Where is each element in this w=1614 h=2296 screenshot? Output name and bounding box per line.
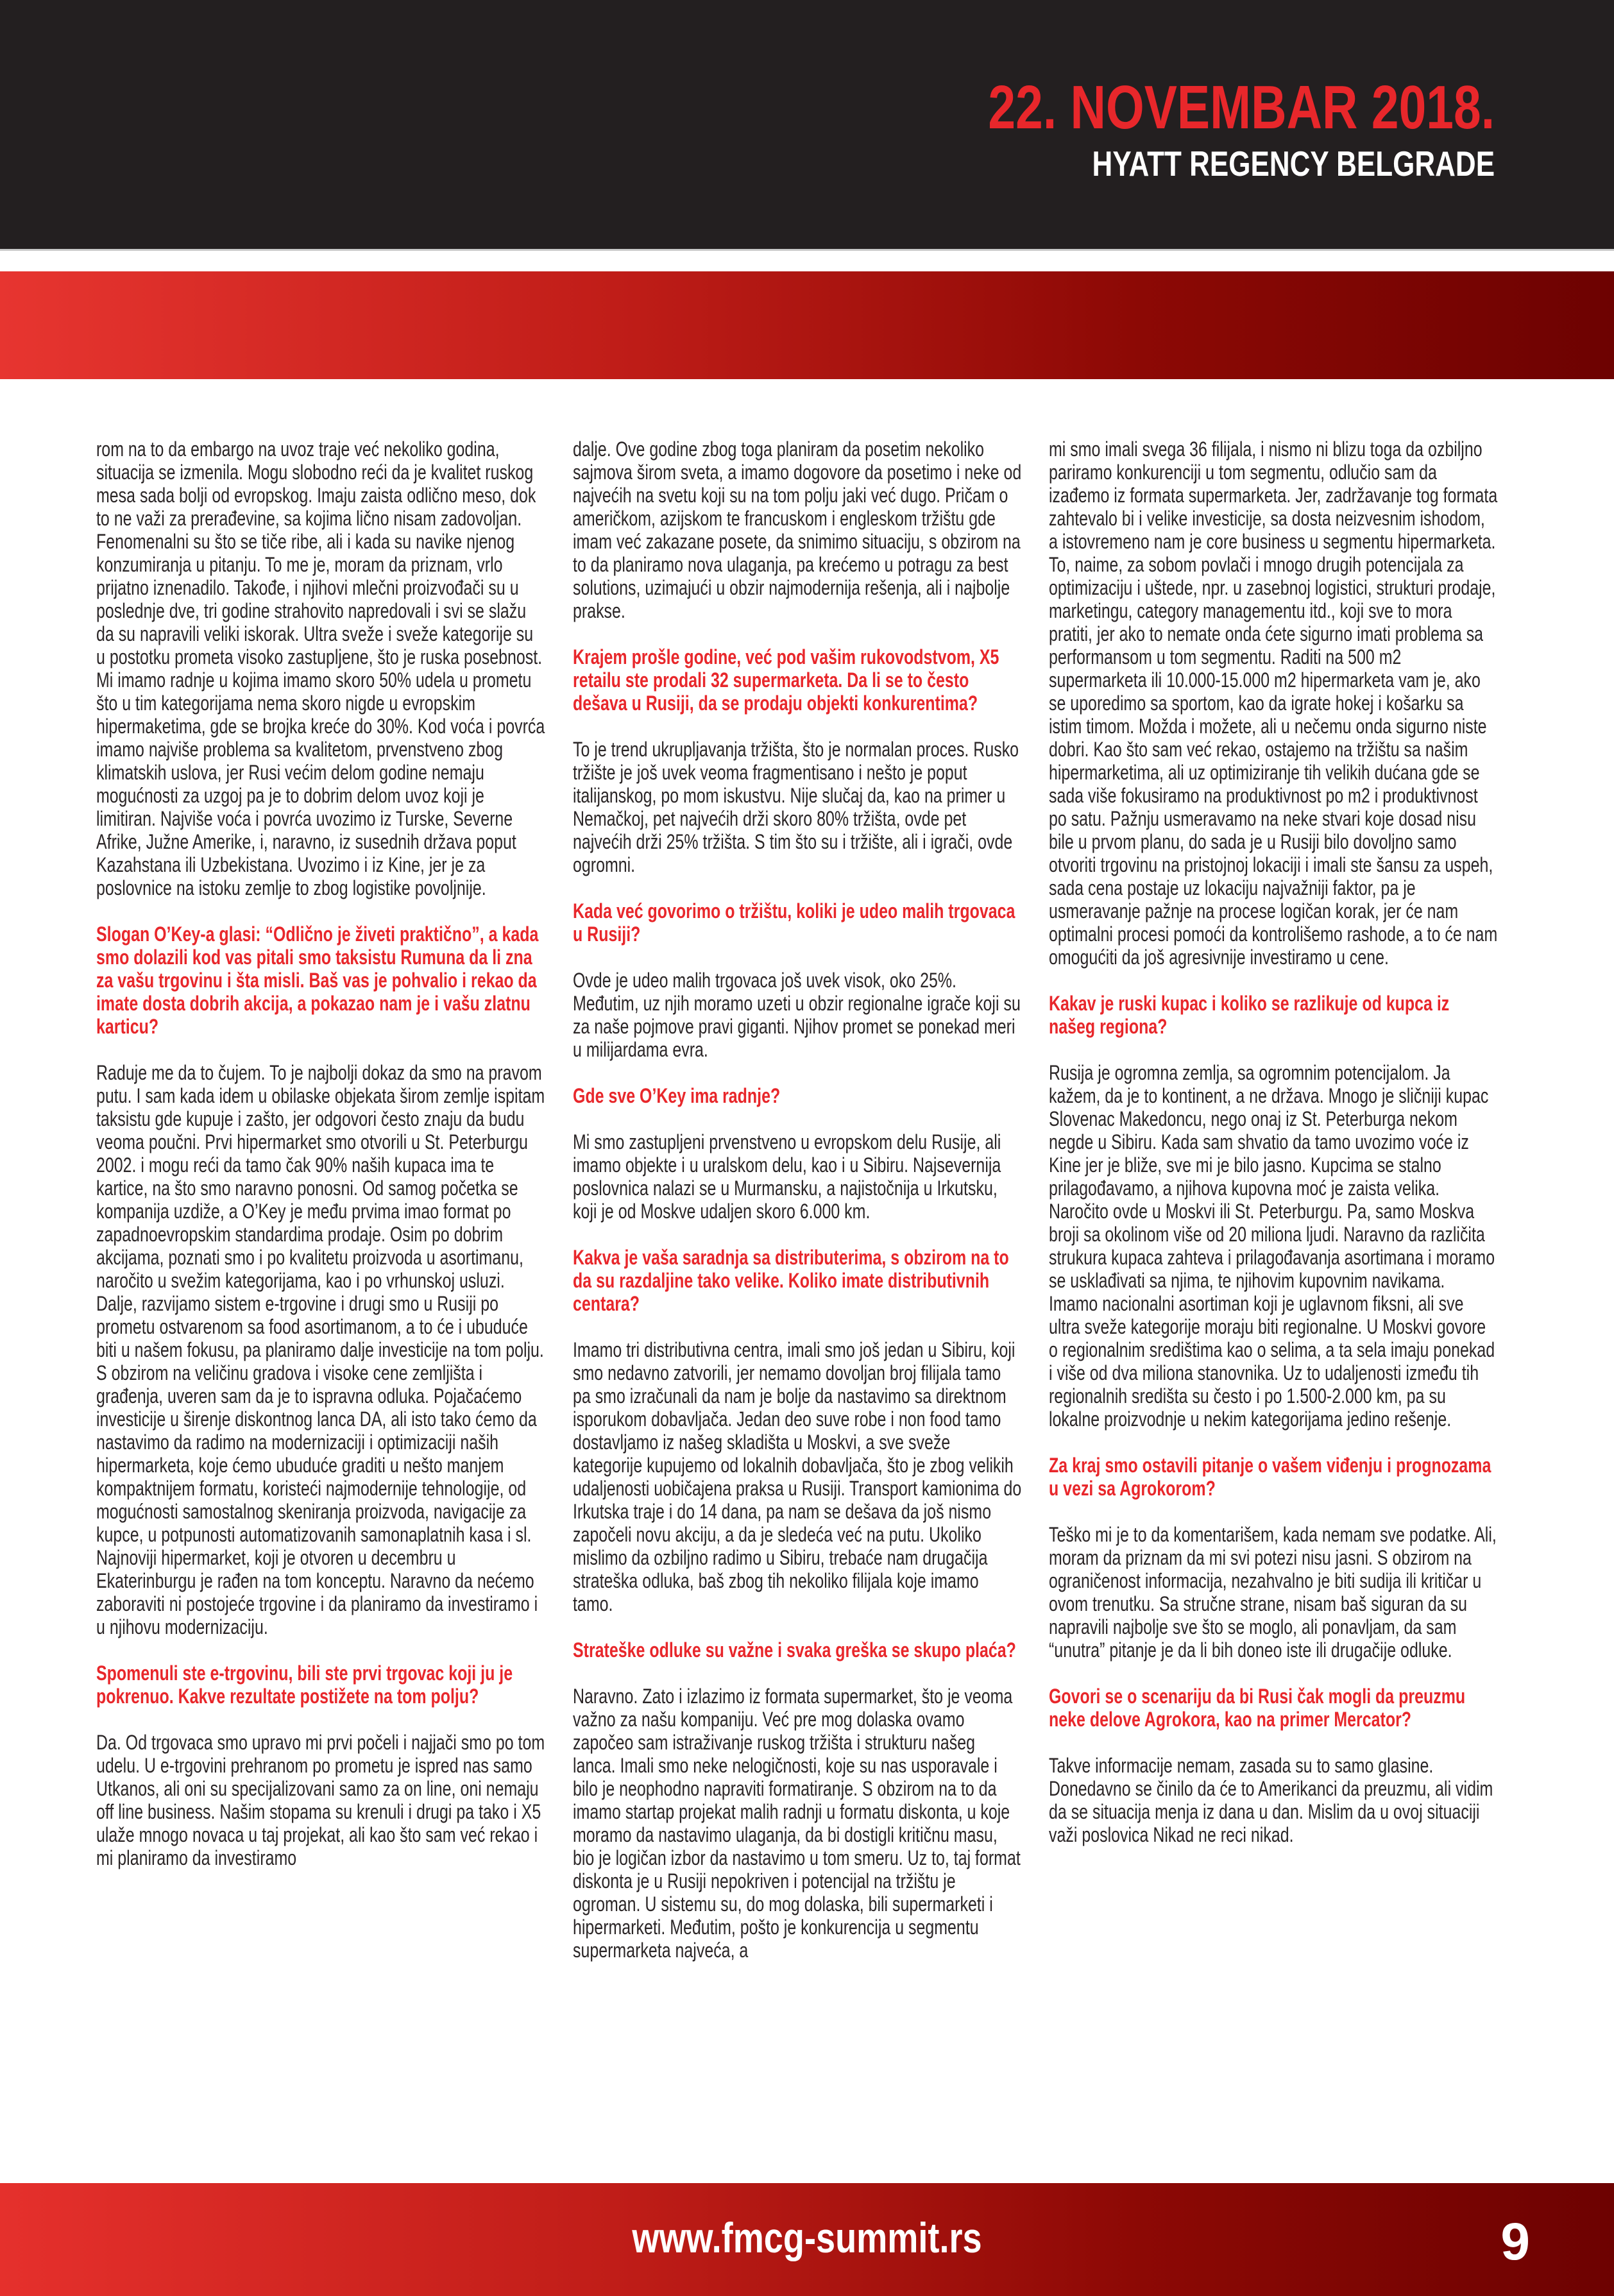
article-column-3 [1049,438,1498,2170]
interview-question: Krajem prošle godine, već pod vašim rukovodstvom, X5 retailu ste prodali 32 supermarketa. Da li se to često dešava u Rusiji, da se prodaju objekti konkurentima? [573,645,999,715]
footer-band [0,2183,1614,2296]
interview-answer-paragraph: rom na to da embargo na uvoz traje već nekoliko godina, situacija se izmenila. Mogu slobodno reći da je kvalitet ruskog mesa sada bolji od evropskog. Imaju zaista odlično meso, dok to ne važi za prerađevine, sa kojima lično nisam zadovoljan. Fenomenalni su što se tiče ribe, ali i kada su navike njenog konzumiranja u pitanju. To me je, moram da priznam, vrlo prijatno iznenadilo. Takođe, i njihovi mlečni proizvođači su u poslednje dve, tri godine strahovito napredovali i svi se slažu da su napravili veliki iskorak. Ultra sveže i sveže kategorije su u postotku prometa visoko zastupljene, što je ruska posebnost. Mi imamo radnje u kojima imamo skoro 50% udela u prometu što u tim kategorijama nema skoro nigde u evropskim hipermaketima, gde se brojka kreće do 30%. Kod voća i povrća imamo najviše problema sa kvalitetom, prvenstveno zbog klimatskih uslova, jer Rusi većim delom godine nemaju mogućnosti za uzgoj pa je to dobrim delom uvoz koji je limitiran. Najviše voća i povrća uvozimo iz Turske, Severne Afrike, Južne Amerike, i, naravno, iz susednih država poput Kazahstana ili Uzbekistana. Uvozimo i iz Kine, jer je za poslovnice na istoku zemlje to zbog logistike povoljnije. [96,438,545,899]
article-column-1 [96,438,545,2170]
interview-question: Kada već govorimo o tržištu, koliki je udeo malih trgovaca u Rusiji? [573,899,1015,946]
interview-question: Za kraj smo ostavili pitanje o vašem viđenju i prognozama u vezi sa Agrokorom? [1049,1454,1491,1500]
interview-answer-paragraph: Imamo tri distributivna centra, imali smo još jedan u Sibiru, koji smo nedavno zatvorili, jer nemamo dovoljan broj filijala tamo pa smo izračunali da nam je bolje da nastavimo sa direktnom isporukom dobavljača. Jedan deo suve robe i non food tamo dostavljamo iz našeg skladišta u Moskvi, a sve sveže kategorije kupujemo od lokalnih dobavljača, što je zbog velikih udaljenosti uobičajena praksa u Rusiji. Transport kamionima do Irkutska traje i do 14 dana, pa nam se dešava da još nismo započeli novu akciju, a da je sledeća već na putu. Ukoliko mislimo da ozbiljno radimo u Sibiru, trebaće nam drugačija strateška odluka, baš zbog tih nekoliko filijala koje imamo tamo. [573,1338,1022,1615]
interview-question: Gde sve O’Key ima radnje? [573,1084,781,1107]
interview-question: Kakva je vaša saradnja sa distributerima, s obzirom na to da su razdaljine tako velike. Koliko imate distributivnih centara? [573,1246,1009,1315]
article-column-2 [573,438,1022,2170]
header-red-gradient-band [0,271,1614,379]
interview-answer-paragraph: mi smo imali svega 36 filijala, i nismo ni blizu toga da ozbiljno pariramo konkurenciji u tom segmentu, odlučio sam da izađemo iz formata supermarketa. Jer, zadržavanje tog formata zahtevalo bi i velike investicije, sa dosta neizvesnim ishodom, a istovremeno nam je core business u segmentu hipermarketa. To, naime, za sobom povlači i mnogo drugih potencijala za optimizaciju i uštede, npr. u zasebnoj logistici, strukturi prodaje, marketingu, category managementu itd., koji sve to mora pratiti, jer ako to nemate onda ćete sigurno imati problema sa performansom u tom segmentu. Raditi na 500 m2 supermarketa ili 10.000-15.000 m2 hipermarketa vam je, ako se uporedimo sa sportom, kao da igrate hokej i košarku sa istim timom. Možda i možete, ali u nečemu onda sigurno niste dobri. Kao što sam već rekao, ostajemo na tržištu sa našim hipermarketima, ali uz optimiziranje tih velikih dućana gde se sada više fokusiramo na produktivnost po m2 i produktivnost po satu. Pažnju usmeravamo na neke stvari koje dosad nisu bile u prvom planu, do sada je u Rusiji bilo dovoljno samo otvoriti trgovinu na pristojnoj lokaciji i imali ste šansu za uspeh, sada cena postaje uz lokaciju najvažniji faktor, pa je usmeravanje pažnje na procese logičan korak, jer će nam optimalni procesi pomoći da kontrolišemo rashode, a to će nam omogućiti da još agresivnije investiramo u cene. [1049,438,1498,969]
interview-answer-paragraph: Mi smo zastupljeni prvenstveno u evropskom delu Rusije, ali imamo objekte i u uralskom delu, kao i u Sibiru. Najsevernija poslovnica nalazi se u Murmansku, a najistočnija u Irkutsku, koji je od Moskve udaljen skoro 6.000 km. [573,1130,1001,1223]
interview-question: Slogan O’Key-a glasi: “Odlično je živeti praktično”, a kada smo dolazili kod vas pitali smo taksistu Rumuna da li zna za vašu trgovinu i šta misli. Baš vas je pohvalio i rekao da imate dosta dobrih akcija, a pokazao nam je i vašu zlatnu karticu? [96,923,539,1038]
interview-question: Kakav je ruski kupac i koliko se razlikuje od kupca iz našeg regiona? [1049,992,1450,1038]
interview-answer-paragraph: Rusija je ogromna zemlja, sa ogromnim potencijalom. Ja kažem, da je to kontinent, a ne država. Mnogo je sličniji kupac Slovenac Makedoncu, nego onaj iz St. Peterburga nekom negde u Sibiru. Kada sam shvatio da tamo uvozimo voće iz Kine jer je bliže, sve mi je bilo jasno. Kupcima se stalno prilagođavamo, a njihova kupovna moć je zaista velika. Naročito ovde u Moskvi ili St. Peterburgu. Pa, samo Moskva broji sa okolinom više od 20 miliona ljudi. Naravno da različita strukura kupaca zahteva i prilagođavanja asortimana i moramo se usklađivati sa njima, te njihovim kupovnim navikama. Imamo nacionalni asortiman koji je uglavnom fiksni, ali sve ultra sveže kategorije moraju biti regionalne. U Moskvi govore o regionalnim središtima kao o selima, a ta sela imaju ponekad i više od dva miliona stanovnika. Uz to udaljenosti između tih regionalnih središta su često i po 1.500-2.000 km, pa su lokalne proizvodnje u nekim kategorijama jedino rešenje. [1049,1061,1495,1431]
interview-question: Spomenuli ste e-trgovinu, bili ste prvi trgovac koji ju je pokrenuo. Kakve rezultate postižete na tom polju? [96,1662,513,1708]
article-column-1-text [96,438,545,1869]
page-number: 9 [1500,2212,1530,2271]
interview-question: Strateške odluke su važne i svaka greška se skupo plaća? [573,1638,1016,1662]
header-band [0,0,1614,251]
interview-answer-paragraph: Teško mi je to da komentarišem, kada nemam sve podatke. Ali, moram da priznam da mi svi potezi nisu jasni. S obzirom na ograničenost informacija, nezahvalno je biti sudija ili kritičar u ovom trenutku. Sa stručne strane, nisam baš siguran da su napravili najbolje sve što se moglo, ali ponavljam, da sam “unutra” pitanje je da li bih doneo iste ili drugačije odluke. [1049,1523,1497,1662]
interview-answer-paragraph: Raduje me da to čujem. To je najbolji dokaz da smo na pravom putu. I sam kada idem u obilaske objekata širom zemlje ispitam taksistu gde kupuje i zašto, jer odgovori često znaju da budu veoma poučni. Prvi hipermarket smo otvorili u St. Peterburgu 2002. i mogu reći da tamo čak 90% naših kupaca ima te kartice, na što smo naravno ponosni. Od samog početka se kompanija uzdiže, a O’Key je među prvima imao format po zapadnoevropskim standardima prodaje. Osim po dobrim akcijama, poznati smo i po kvalitetu proizvoda u asortimanu, naročito u svežim kategorijama, kao i po vrhunskoj usluzi. Dalje, razvijamo sistem e-trgovine i drugi smo u Rusiji po prometu ostvarenom sa food asortimanom, a to će i ubuduće biti u našem fokusu, pa planiramo dalje investicije na tom polju. S obzirom na veličinu gradova i visoke cene zemljišta i građenja, uveren sam da je to ispravna odluka. Pojačaćemo investicije u širenje diskontnog lanca DA, ali isto tako ćemo da nastavimo da radimo na modernizaciji i optimizaciji naših hipermarketa, koje ćemo ubuduće graditi u nešto manjem kompaktnijem formatu, koristeći najmodernije tehnologije, od mogućnosti samostalnog skeniranja proizvoda, navigacije za kupce, u potpunosti automatizovanih samonaplatnih kasa i sl. Najnoviji hipermarket, koji je otvoren u decembru u Ekaterinburgu je rađen na tom konceptu. Naravno da nećemo zaboraviti ni postojeće trgovine i da planiramo da investiramo i u njihovu modernizaciju. [96,1061,545,1638]
interview-answer-paragraph: Da. Od trgovaca smo upravo mi prvi počeli i najjači smo po tom udelu. U e-trgovini prehranom po prometu je ispred nas samo Utkanos, ali oni su specijalizovani samo za on line, oni nemaju off line business. Našim stopama su krenuli i drugi pa tako i X5 ulaže mnogo novaca u taj projekat, ali kao što sam već rekao i mi planiramo da investiramo [96,1731,545,1869]
article-body [0,438,1614,2170]
interview-answer-paragraph: dalje. Ove godine zbog toga planiram da posetim nekoliko sajmova širom sveta, a imamo dogovore da posetimo i neke od najvećih na svetu koji su na tom polju jaki već dugo. Pričam o američkom, azijskom te francuskom i engleskom tržištu gde imam već zakazane posete, da snimimo situaciju, s obzirom na to da planiramo nova ulaganja, pa krećemo u potragu za best solutions, uzimajući u obzir najmodernija rešenja, ali i najbolje prakse. [573,438,1022,622]
interview-question: Govori se o scenariju da bi Rusi čak mogli da preuzmu neke delove Agrokora, kao na primer Mercator? [1049,1685,1466,1731]
website-url: www.fmcg-summit.rs [632,2213,982,2261]
event-venue: HYATT REGENCY BELGRADE [1092,144,1495,183]
interview-answer-paragraph: Ovde je udeo malih trgovaca još uvek visok, oko 25%. Međutim, uz njih moramo uzeti u obzir regionalne igrače koji su za naše pojmove pravi giganti. Njihov promet se ponekad meri u milijardama evra. [573,969,1021,1061]
article-column-3-text [1049,438,1498,1846]
interview-answer-paragraph: Takve informacije nemam, zasada su to samo glasine. Donedavno se činilo da će to Amerikanci da preuzmu, ali vidim da se situacija menja iz dana u dan. Mislim da u ovoj situaciji važi poslovica Nikad ne reci nikad. [1049,1754,1493,1846]
interview-answer-paragraph: Naravno. Zato i izlazimo iz formata supermarket, što je veoma važno za našu kompaniju. Već pre mog dolaska ovamo započeo sam istraživanje ruskog tržišta i strukturu našeg lanca. Imali smo neke nelogičnosti, koje su nas usporavale i bilo je neophodno napraviti formatiranje. S obzirom na to da imamo startap projekat malih radnji u formatu diskonta, u koje moramo da nastavimo ulaganja, da bi dostigli kritičnu masu, bio je logičan izbor da nastavimo u tom smeru. Uz to, taj format diskonta je u Rusiji nepokriven i potencijal na tržištu je ogroman. U sistemu su, do mog dolaska, bili supermarketi i hipermarketi. Međutim, pošto je konkurencija u segmentu supermarketa najveća, a [573,1685,1021,1962]
interview-answer-paragraph: To je trend ukrupljavanja tržišta, što je normalan proces. Rusko tržište je još uvek veoma fragmentisano i nešto je poput italijanskog, po mom iskustvu. Nije slučaj da, kao na primer u Nemačkoj, pet najvećih drži skoro 80% tržišta, ovde pet najvećih drži 25% tržišta. S tim što su i tržište, ali i igrači, ovde ogromni. [573,738,1019,876]
event-date: 22. NOVEMBAR 2018. [988,73,1495,142]
article-column-2-text [573,438,1022,1962]
header-text-group [988,0,1495,182]
